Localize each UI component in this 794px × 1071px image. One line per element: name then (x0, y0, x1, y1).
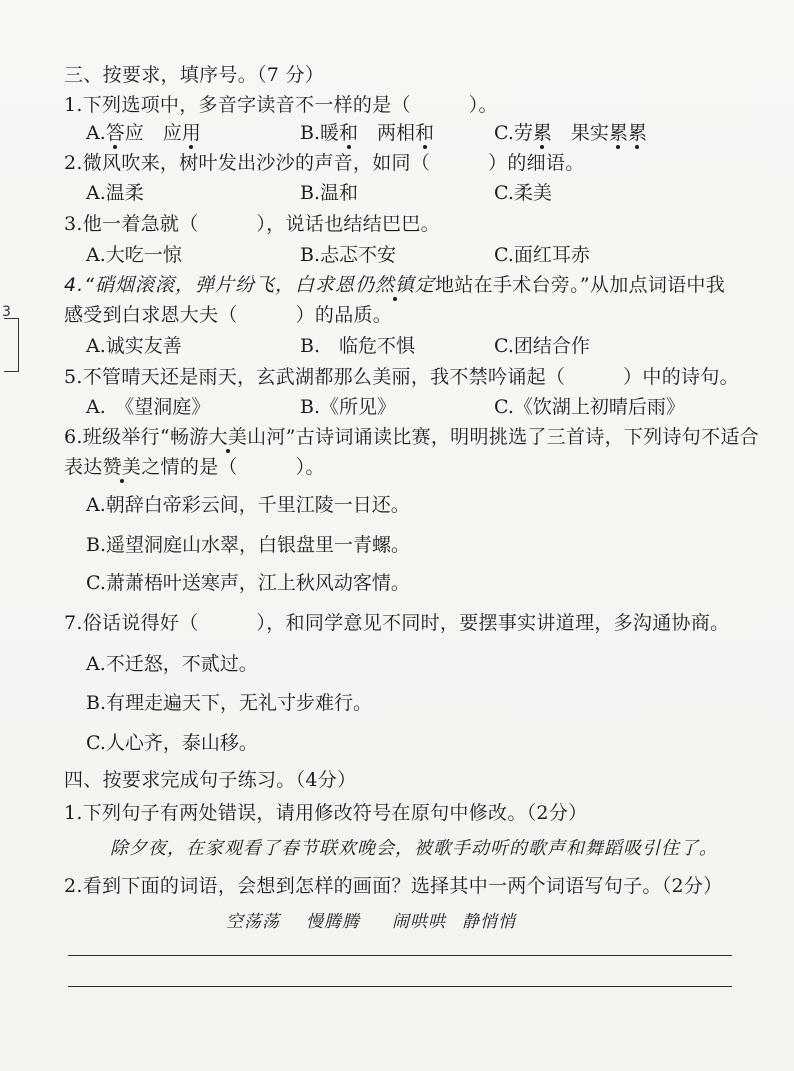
q1-a-dotted-2: 用 (181, 122, 201, 144)
q3-option-b: B.忐忑不安 (300, 244, 397, 266)
s4-q2-word-2: 慢腾腾 (306, 912, 360, 932)
s4-q2-word-1: 空荡荡 (226, 912, 280, 932)
q6-stem-2 (64, 454, 325, 480)
q1-option-c (494, 120, 647, 146)
q6-stem-post: ”古诗词诵读比赛，明明挑选了三首诗，下列诗句不适合 (285, 426, 759, 448)
s4-q2-word-3: 闹哄哄 (392, 912, 446, 932)
q2-option-b: B.温和 (300, 182, 359, 204)
q7-option-a: A.不迁怒，不贰过。 (86, 653, 258, 675)
q1-a-mid: 应 应 (124, 122, 182, 144)
q7-option-c: C.人心齐，泰山移。 (86, 732, 258, 754)
q4-stem-pre: 4.“硝烟滚滚，弹片纷飞，白求恩 (64, 274, 355, 296)
q2-option-a: A.温柔 (86, 182, 144, 204)
margin-score-digit: 3 (2, 304, 11, 320)
q1-c-pre: C.劳 (494, 122, 533, 144)
q4-option-a: A.诚实友善 (86, 335, 182, 357)
q1-c-dotted-2: 累 (608, 122, 628, 144)
q1-b-mid: 两相 (358, 122, 416, 144)
q6-stem-pre: 6.班级举行“ (64, 426, 170, 448)
q1-b-pre: B.暖 (300, 122, 340, 144)
q6-option-c: C.萧萧梧叶送寒声，江上秋风动客情。 (86, 572, 410, 594)
q1-option-a (86, 120, 201, 146)
section4-title: 四、按要求完成句子练习。（4分） (64, 769, 357, 791)
q3-option-a: A.大吃一惊 (86, 244, 182, 266)
q6-option-b: B.遥望洞庭山水翠，白银盘里一青螺。 (86, 534, 411, 556)
q1-c-mid: 果实 (551, 122, 609, 144)
q6-stem (64, 424, 759, 450)
q5-option-a: A. 《望洞庭》 (86, 396, 211, 418)
q4-stem-post: 地站在手术台旁。”从加点词语中我 (435, 274, 726, 296)
q5-stem: 5.不管晴天还是雨天，玄武湖都那么美丽，我不禁吟诵起（ ）中的诗句。 (64, 366, 739, 388)
q1-c-dotted-1: 累 (532, 122, 552, 144)
q1-a-pre: A. (86, 122, 106, 144)
s4-q2-stem: 2.看到下面的词语，会想到怎样的画面？选择其中一两个词语写句子。（2分） (64, 875, 723, 897)
q1-c-dotted-3: 累 (627, 122, 647, 144)
margin-score-bracket (4, 318, 19, 372)
q7-option-b: B.有理走遍天下，无礼寸步难行。 (86, 692, 373, 714)
q4-option-c: C.团结合作 (494, 335, 590, 357)
answer-line-2[interactable] (68, 986, 732, 987)
q2-option-c: C.柔美 (494, 182, 552, 204)
q6-dotted-words: 畅游大美山河 (169, 426, 286, 448)
q4-stem-2: 感受到白求恩大夫（ ）的品质。 (64, 304, 393, 326)
q7-stem: 7.俗话说得好（ ），和同学意见不同时，要摆事实讲道理，多沟通协商。 (64, 612, 730, 634)
q1-stem: 1.下列选项中，多音字读音不一样的是（ ）。 (64, 94, 498, 116)
q1-option-b (300, 120, 434, 146)
q4-stem-dotted (355, 274, 435, 296)
q1-b-dotted-2: 和 (415, 122, 435, 144)
section3-title: 三、按要求，填序号。（7 分） (64, 64, 325, 86)
q3-option-c: C.面红耳赤 (494, 244, 590, 266)
q6-stem2-pre: 表达 (64, 456, 103, 478)
q4-option-b: B. 临危不惧 (300, 335, 416, 357)
q4-stem (64, 272, 725, 298)
q2-stem: 2.微风吹来，树叶发出沙沙的声音，如同（ ）的细语。 (64, 152, 585, 174)
q5-option-b: B.《所见》 (300, 396, 397, 418)
s4-q2-word-4: 静悄悄 (462, 912, 516, 932)
q1-b-dotted-1: 和 (339, 122, 359, 144)
s4-q1-stem: 1.下列句子有两处错误，请用修改符号在原句中修改。（2分） (64, 802, 588, 824)
s4-q1-sentence: 除夕夜，在家观看了春节联欢晚会，被歌手动听的歌声和舞蹈吸引住了。 (110, 838, 718, 859)
q1-a-dotted-1: 答 (105, 122, 125, 144)
q5-option-c: C.《饮湖上初晴后雨》 (494, 396, 685, 418)
q6-dotted-words-2: 赞美 (102, 456, 142, 478)
q3-stem: 3.他一着急就（ ），说话也结结巴巴。 (64, 213, 440, 235)
q6-stem2-post: 之情的是（ ）。 (141, 456, 325, 478)
q6-option-a: A.朝辞白帝彩云间，千里江陵一日还。 (86, 494, 410, 516)
answer-line-1[interactable] (68, 955, 732, 956)
q4-dotted-words: 仍然镇定 (354, 274, 435, 296)
